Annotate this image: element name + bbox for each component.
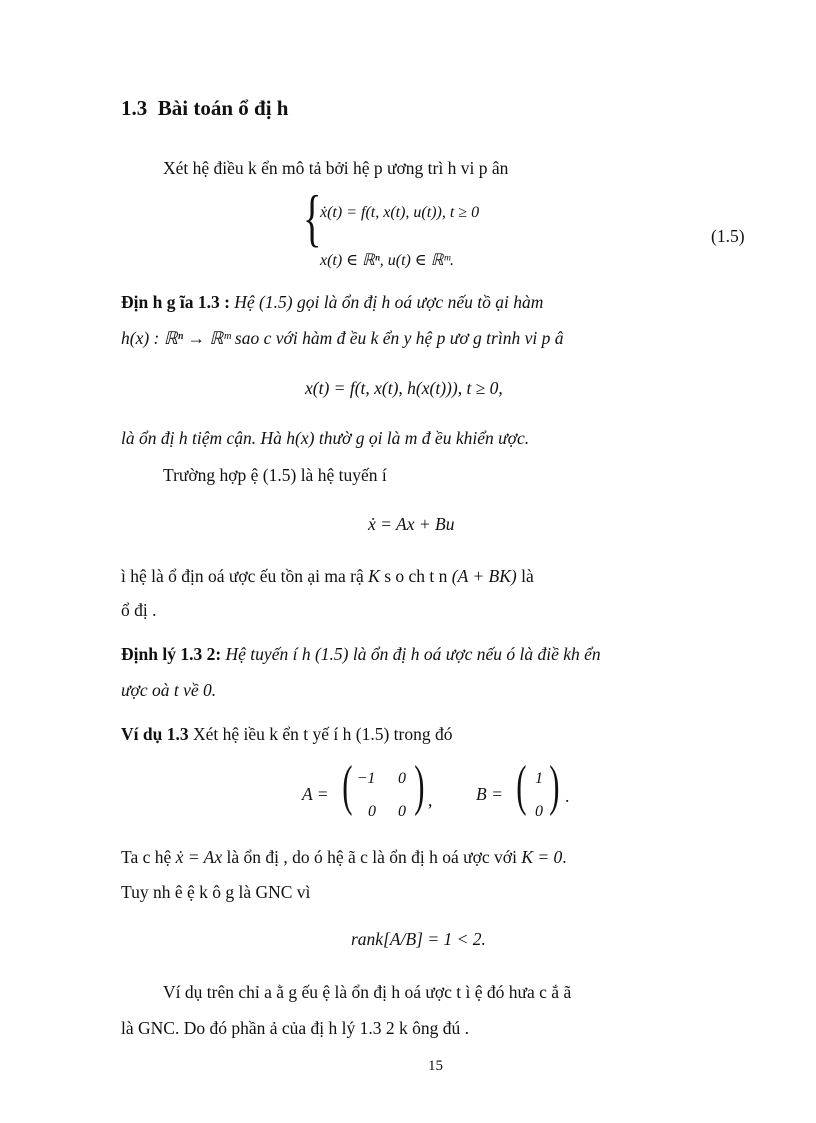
example-heading: Ví dụ 1.3	[121, 724, 189, 744]
linear-text-1c: s o ch t n	[379, 566, 452, 586]
matrix-period: .	[565, 786, 570, 806]
para2-b: ẋ = Ax	[175, 847, 223, 867]
definition-text-1: Hệ (1.5) gọi là ổn đị h oá ược nếu tồ ại hàm	[229, 292, 544, 312]
rank-equation: rank[A/B] = 1 < 2.	[351, 929, 486, 949]
theorem-heading: Định lý 1.3 2:	[121, 644, 222, 664]
definition-text-3b: h(x)	[286, 428, 315, 448]
para2-c: là ổn đị , do ó hệ ã c là ổn đị h oá ược với	[222, 847, 522, 867]
section-title: Bài toán ổ đị h	[157, 96, 289, 120]
matrix-b-right-paren: )	[549, 755, 560, 817]
system-line-2: x(t) ∈ ℝⁿ, u(t) ∈ ℝᵐ.	[320, 252, 455, 269]
system-line-1: ẋ(t) = f(t, x(t), u(t)), t ≥ 0	[320, 204, 480, 221]
conclusion-line-1: Ví dụ trên chỉ a ằ g ếu ệ là ổn đị h oá ược t ì ệ đó hưa c ắ ã	[163, 982, 572, 1002]
definition-text-3c: thườ g ọi là m đ ều khiển ược.	[314, 428, 530, 448]
example-text: Xét hệ iều k ển t yế í h (1.5) trong đó	[188, 724, 453, 744]
definition-line-1	[121, 292, 543, 313]
linear-line-2: ổ đị .	[121, 600, 157, 620]
linear-line-1	[121, 566, 534, 587]
definition-line-2	[121, 328, 563, 349]
left-brace: {	[303, 182, 322, 253]
matrix-a-cell: 0	[368, 803, 376, 820]
matrix-b-left-paren: (	[516, 755, 527, 817]
matrix-a-cell: 0	[398, 803, 406, 820]
paragraph-stability	[121, 847, 567, 868]
definition-text-2: sao c với hàm đ ều k ển y hệ p ươ g trình vi p â	[230, 328, 564, 348]
matrix-b-label: B =	[476, 784, 503, 804]
linear-text-1e: là	[516, 566, 534, 586]
paragraph-gnc: Tuy nh ê ệ k ô g là GNC vì	[121, 882, 311, 902]
linear-text-1a: ì hệ là ổ địn oá ược ếu tồn ại ma rậ	[121, 566, 369, 586]
theorem-line-2: ược oà t về 0.	[121, 680, 217, 700]
conclusion-line-2: là GNC. Do đó phần ả của đị h lý 1.3 2 k ông đú .	[121, 1018, 470, 1038]
example-line	[121, 724, 453, 745]
matrix-a-left-paren: (	[342, 755, 353, 817]
matrix-comma: ,	[428, 790, 433, 810]
matrix-a-cell: 0	[398, 770, 406, 787]
page-number: 15	[428, 1058, 443, 1074]
theorem-line-1	[121, 644, 601, 665]
section-heading	[121, 96, 288, 121]
theorem-text-1: Hệ tuyến í h (1.5) là ổn đị h oá ược nếu ó là điề kh ển	[221, 644, 601, 664]
matrix-a-label: A =	[302, 784, 329, 804]
linear-text-1b: K	[368, 566, 380, 586]
para2-a: Ta c hệ	[121, 847, 176, 867]
matrix-b-cell: 1	[535, 770, 543, 787]
matrix-a-right-paren: )	[414, 755, 425, 817]
definition-line-3	[121, 428, 529, 449]
definition-text-3a: là ổn đị h tiệm cận. Hà	[121, 428, 287, 448]
matrix-b-cell: 0	[535, 803, 543, 820]
definition-heading: Địn h g ĩa 1.3 :	[121, 292, 230, 312]
linear-case-text: Trường hợp ệ (1.5) là hệ tuyến í	[163, 465, 387, 485]
para2-e: .	[562, 847, 567, 867]
closed-loop-equation: x(t) = f(t, x(t), h(x(t))), t ≥ 0,	[305, 378, 503, 398]
linear-system-equation: ẋ = Ax + Bu	[368, 514, 455, 534]
definition-map: h(x) : ℝⁿ → ℝᵐ	[121, 328, 231, 348]
linear-text-1d: (A + BK)	[451, 566, 517, 586]
matrix-a-cell: −1	[356, 770, 376, 787]
para2-d: K = 0	[521, 847, 563, 867]
equation-label: (1.5)	[711, 226, 745, 246]
section-number: 1.3	[121, 96, 148, 120]
intro-paragraph: Xét hệ điều k ển mô tả bởi hệ p ương trì h vi p ân	[163, 158, 509, 178]
